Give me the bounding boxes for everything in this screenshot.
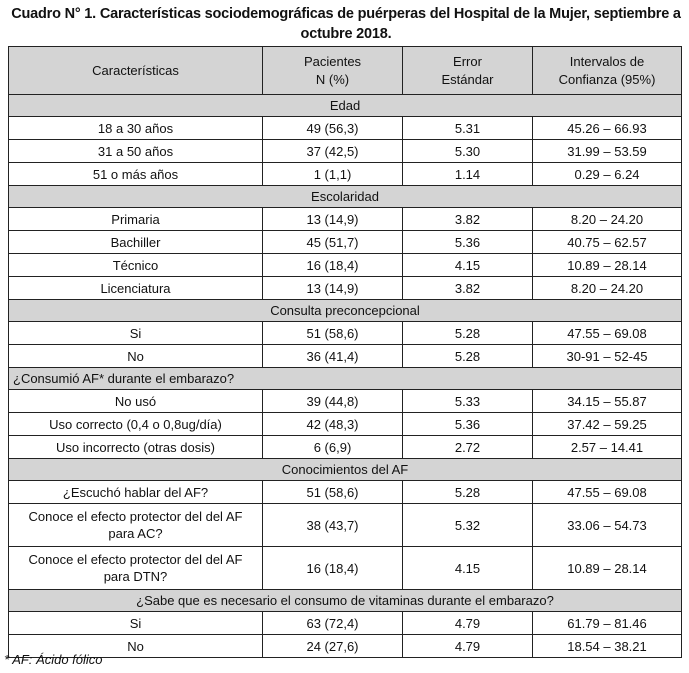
confidence-interval-cell: 33.06 – 54.73 xyxy=(533,504,682,547)
patients-cell: 16 (18,4) xyxy=(263,547,403,590)
confidence-interval-cell: 30-91 – 52-45 xyxy=(533,345,682,368)
std-error-cell: 3.82 xyxy=(403,208,533,231)
section-title: Escolaridad xyxy=(9,186,682,208)
std-error-cell: 4.79 xyxy=(403,635,533,658)
std-error-cell: 5.36 xyxy=(403,413,533,436)
confidence-interval-cell: 37.42 – 59.25 xyxy=(533,413,682,436)
header-intervalos: Intervalos de Confianza (95%) xyxy=(533,47,682,95)
patients-cell: 38 (43,7) xyxy=(263,504,403,547)
characteristic-cell: No xyxy=(9,345,263,368)
std-error-cell: 4.79 xyxy=(403,612,533,635)
table-row xyxy=(9,504,682,547)
patients-cell: 13 (14,9) xyxy=(263,208,403,231)
confidence-interval-cell: 40.75 – 62.57 xyxy=(533,231,682,254)
characteristic-cell: Licenciatura xyxy=(9,277,263,300)
section-row xyxy=(9,95,682,117)
section-title: ¿Consumió AF* durante el embarazo? xyxy=(9,368,682,390)
std-error-cell: 1.14 xyxy=(403,163,533,186)
std-error-cell: 4.15 xyxy=(403,254,533,277)
characteristic-cell: Uso incorrecto (otras dosis) xyxy=(9,436,263,459)
characteristic-cell: Técnico xyxy=(9,254,263,277)
std-error-cell: 5.30 xyxy=(403,140,533,163)
characteristic-cell: Conoce el efecto protector del del AF para AC? xyxy=(9,504,263,547)
std-error-cell: 4.15 xyxy=(403,547,533,590)
table-body xyxy=(9,95,682,658)
section-row xyxy=(9,300,682,322)
table-row xyxy=(9,481,682,504)
section-title: ¿Sabe que es necesario el consumo de vitaminas durante el embarazo? xyxy=(9,590,682,612)
patients-cell: 51 (58,6) xyxy=(263,481,403,504)
confidence-interval-cell: 47.55 – 69.08 xyxy=(533,481,682,504)
table-row xyxy=(9,322,682,345)
patients-cell: 24 (27,6) xyxy=(263,635,403,658)
header-pacientes: Pacientes N (%) xyxy=(263,47,403,95)
section-title: Consulta preconcepcional xyxy=(9,300,682,322)
confidence-interval-cell: 31.99 – 53.59 xyxy=(533,140,682,163)
data-table xyxy=(8,46,682,658)
confidence-interval-cell: 8.20 – 24.20 xyxy=(533,277,682,300)
table-row xyxy=(9,163,682,186)
patients-cell: 36 (41,4) xyxy=(263,345,403,368)
characteristic-cell: Si xyxy=(9,322,263,345)
confidence-interval-cell: 45.26 – 66.93 xyxy=(533,117,682,140)
std-error-cell: 5.28 xyxy=(403,345,533,368)
section-row xyxy=(9,368,682,390)
std-error-cell: 5.28 xyxy=(403,322,533,345)
section-title: Conocimientos del AF xyxy=(9,459,682,481)
confidence-interval-cell: 61.79 – 81.46 xyxy=(533,612,682,635)
table-title: Cuadro N° 1. Características sociodemográficas de puérperas del Hospital de la Mujer, septiembre a octubre 2018. xyxy=(11,6,681,42)
patients-cell: 49 (56,3) xyxy=(263,117,403,140)
patients-cell: 45 (51,7) xyxy=(263,231,403,254)
characteristic-cell: Primaria xyxy=(9,208,263,231)
patients-cell: 16 (18,4) xyxy=(263,254,403,277)
characteristic-cell: Conoce el efecto protector del del AF para DTN? xyxy=(9,547,263,590)
characteristic-cell: No usó xyxy=(9,390,263,413)
table-row xyxy=(9,612,682,635)
characteristic-cell: ¿Escuchó hablar del AF? xyxy=(9,481,263,504)
confidence-interval-cell: 47.55 – 69.08 xyxy=(533,322,682,345)
patients-cell: 51 (58,6) xyxy=(263,322,403,345)
table-row xyxy=(9,231,682,254)
patients-cell: 42 (48,3) xyxy=(263,413,403,436)
std-error-cell: 5.36 xyxy=(403,231,533,254)
confidence-interval-cell: 34.15 – 55.87 xyxy=(533,390,682,413)
table-row xyxy=(9,140,682,163)
table-row xyxy=(9,413,682,436)
std-error-cell: 5.33 xyxy=(403,390,533,413)
std-error-cell: 2.72 xyxy=(403,436,533,459)
confidence-interval-cell: 2.57 – 14.41 xyxy=(533,436,682,459)
header-row xyxy=(9,47,682,95)
std-error-cell: 5.32 xyxy=(403,504,533,547)
table-row xyxy=(9,117,682,140)
header-caracteristicas: Características xyxy=(9,47,263,95)
confidence-interval-cell: 8.20 – 24.20 xyxy=(533,208,682,231)
table-row xyxy=(9,208,682,231)
table-row xyxy=(9,390,682,413)
patients-cell: 1 (1,1) xyxy=(263,163,403,186)
std-error-cell: 5.28 xyxy=(403,481,533,504)
characteristic-cell: 51 o más años xyxy=(9,163,263,186)
patients-cell: 63 (72,4) xyxy=(263,612,403,635)
patients-cell: 6 (6,9) xyxy=(263,436,403,459)
table-row xyxy=(9,547,682,590)
table-row xyxy=(9,254,682,277)
table-row xyxy=(9,635,682,658)
confidence-interval-cell: 10.89 – 28.14 xyxy=(533,547,682,590)
characteristic-cell: Bachiller xyxy=(9,231,263,254)
characteristic-cell: Si xyxy=(9,612,263,635)
section-row xyxy=(9,459,682,481)
std-error-cell: 3.82 xyxy=(403,277,533,300)
header-error: Error Estándar xyxy=(403,47,533,95)
footnote: * AF: Ácido fólico xyxy=(4,652,103,667)
patients-cell: 39 (44,8) xyxy=(263,390,403,413)
section-row xyxy=(9,186,682,208)
confidence-interval-cell: 10.89 – 28.14 xyxy=(533,254,682,277)
confidence-interval-cell: 18.54 – 38.21 xyxy=(533,635,682,658)
section-row xyxy=(9,590,682,612)
characteristic-cell: Uso correcto (0,4 o 0,8ug/día) xyxy=(9,413,263,436)
characteristic-cell: No xyxy=(9,635,263,658)
characteristic-cell: 31 a 50 años xyxy=(9,140,263,163)
std-error-cell: 5.31 xyxy=(403,117,533,140)
patients-cell: 13 (14,9) xyxy=(263,277,403,300)
table-row xyxy=(9,345,682,368)
patients-cell: 37 (42,5) xyxy=(263,140,403,163)
characteristic-cell: 18 a 30 años xyxy=(9,117,263,140)
table-row xyxy=(9,277,682,300)
table-row xyxy=(9,436,682,459)
confidence-interval-cell: 0.29 – 6.24 xyxy=(533,163,682,186)
section-title: Edad xyxy=(9,95,682,117)
